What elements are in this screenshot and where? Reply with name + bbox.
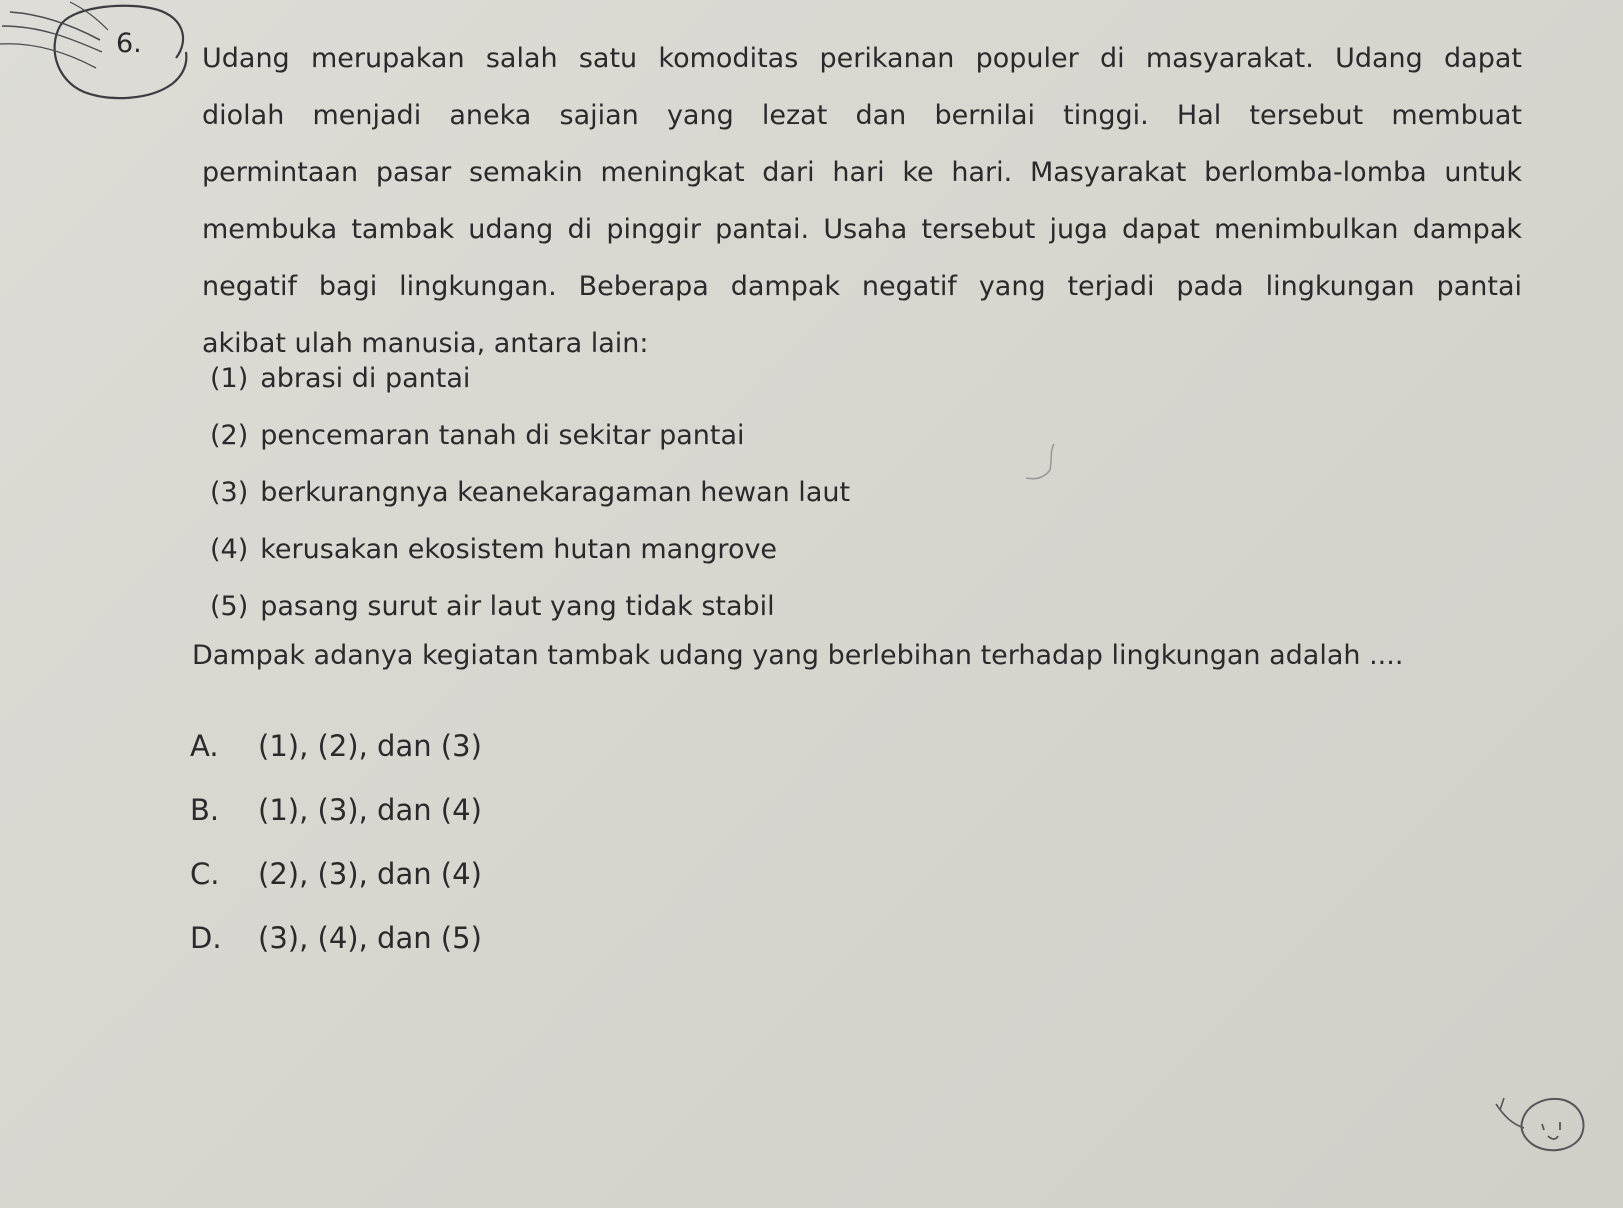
item-text: pencemaran tanah di sekitar pantai <box>260 420 745 451</box>
item-number: (5) <box>210 591 249 622</box>
option-letter: D. <box>190 921 222 955</box>
pencil-scribble-2 <box>2 26 102 52</box>
item-text: pasang surut air laut yang tidak stabil <box>260 591 775 622</box>
option-a[interactable] <box>190 714 482 778</box>
item-number: (3) <box>210 477 249 508</box>
option-letter: A. <box>190 729 219 763</box>
doodle-arm <box>1496 1098 1524 1128</box>
item-text: berkurangnya keanekaragaman hewan laut <box>260 477 851 508</box>
stem-line: membuka tambak udang di pinggir pantai. Usaha tersebut juga dapat menimbulkan dampak <box>202 214 1522 245</box>
doodle-face-eyes <box>1542 1122 1560 1139</box>
option-text: (1), (2), dan (3) <box>258 729 482 763</box>
option-d[interactable] <box>190 906 482 970</box>
option-b[interactable] <box>190 778 482 842</box>
option-text: (3), (4), dan (5) <box>258 921 482 955</box>
option-letter: B. <box>190 793 220 827</box>
option-text: (2), (3), dan (4) <box>258 857 482 891</box>
question-prompt: Dampak adanya kegiatan tambak udang yang berlebihan terhadap lingkungan adalah .... <box>192 640 1404 671</box>
stem-line: permintaan pasar semakin meningkat dari hari ke hari. Masyarakat berlomba-lomba untuk <box>202 157 1522 188</box>
option-c[interactable] <box>190 842 482 906</box>
check-mark <box>1026 444 1054 479</box>
stem-line: Udang merupakan salah satu komoditas perikanan populer di masyarakat. Udang dapat <box>202 43 1522 74</box>
list-item <box>210 407 850 464</box>
list-item <box>210 578 850 635</box>
impact-list <box>210 350 850 635</box>
list-item <box>210 350 850 407</box>
list-item <box>210 464 850 521</box>
stem-line: diolah menjadi aneka sajian yang lezat dan bernilai tinggi. Hal tersebut membuat <box>202 100 1522 131</box>
item-number: (2) <box>210 420 249 451</box>
item-number: (4) <box>210 534 249 565</box>
item-text: kerusakan ekosistem hutan mangrove <box>260 534 778 565</box>
item-text: abrasi di pantai <box>260 363 471 394</box>
option-letter: C. <box>190 857 220 891</box>
question-number: 6. <box>116 28 142 59</box>
stem-line: akibat ulah manusia, antara lain: <box>202 328 649 359</box>
question-stem <box>202 30 1522 372</box>
option-text: (1), (3), dan (4) <box>258 793 482 827</box>
list-item <box>210 521 850 578</box>
pencil-scribble-3 <box>0 44 96 68</box>
doodle-face <box>1521 1099 1583 1150</box>
item-number: (1) <box>210 363 249 394</box>
answer-options <box>190 714 482 970</box>
stem-line: negatif bagi lingkungan. Beberapa dampak negatif yang terjadi pada lingkungan pantai <box>202 271 1522 302</box>
